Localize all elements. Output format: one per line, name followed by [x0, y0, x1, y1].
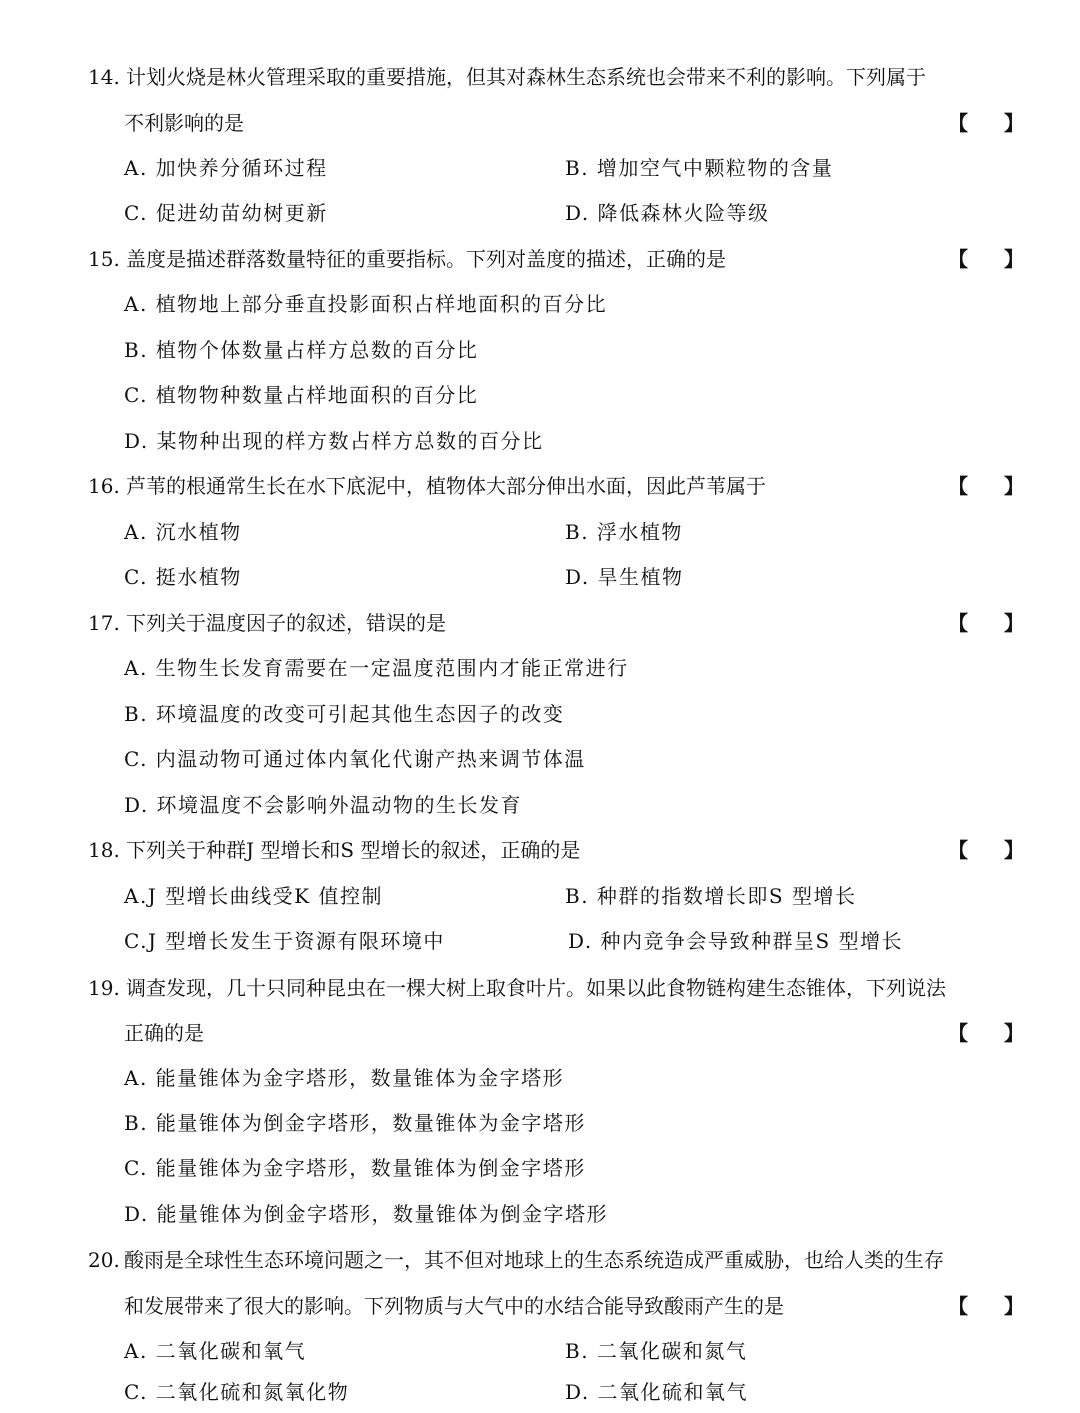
option-d: D. 二氧化硫和氧气: [565, 1380, 749, 1404]
option-c: C. 植物物种数量占样地面积的百分比: [124, 383, 479, 407]
option-b: B. 浮水植物: [565, 520, 683, 544]
option-b: B. 植物个体数量占样方总数的百分比: [124, 338, 479, 362]
question-16-line-1: [0, 466, 1080, 506]
option-c: C. 内温动物可通过体内氧化代谢产热来调节体温: [124, 747, 586, 771]
question-15-line-1: [0, 239, 1080, 279]
option-b: B. 能量锥体为倒金字塔形，数量锥体为金字塔形: [124, 1111, 586, 1135]
option-d: D. 环境温度不会影响外温动物的生长发育: [124, 793, 523, 817]
question-15-option-b: [0, 330, 1080, 370]
question-18-line-1: [0, 830, 1080, 870]
question-number: 19.: [88, 976, 120, 1000]
question-15-option-a: [0, 284, 1080, 324]
question-text: 下列关于温度因子的叙述，错误的是: [126, 611, 446, 635]
question-14-options-row-1: [0, 148, 1080, 188]
question-14-line-1: [0, 57, 1080, 97]
question-number: 20.: [88, 1248, 120, 1272]
question-number: 17.: [88, 611, 120, 635]
option-a: A. 二氧化碳和氧气: [124, 1339, 307, 1363]
option-d: D. 旱生植物: [565, 565, 684, 589]
option-b: B. 二氧化碳和氮气: [565, 1339, 748, 1363]
option-c: C. 促进幼苗幼树更新: [124, 201, 328, 225]
question-text: 正确的是: [124, 1021, 204, 1045]
question-20-line-1: [0, 1240, 1080, 1280]
question-19-option-c: [0, 1148, 1080, 1188]
option-a: A.J 型增长曲线受K 值控制: [124, 884, 383, 908]
question-number: 14.: [88, 65, 120, 89]
option-d: D. 能量锥体为倒金字塔形，数量锥体为倒金字塔形: [124, 1202, 609, 1226]
question-17-line-1: [0, 603, 1080, 643]
question-19-option-a: [0, 1058, 1080, 1098]
option-c: C. 能量锥体为金字塔形，数量锥体为倒金字塔形: [124, 1156, 586, 1180]
question-text: 调查发现，几十只同种昆虫在一棵大树上取食叶片。如果以此食物链构建生态锥体，下列说法: [126, 976, 946, 1000]
option-a: A. 植物地上部分垂直投影面积占样地面积的百分比: [124, 292, 608, 316]
question-text: 下列关于种群J 型增长和S 型增长的叙述，正确的是: [126, 838, 581, 862]
question-text: 计划火烧是林火管理采取的重要措施，但其对森林生态系统也会带来不利的影响。下列属于: [126, 65, 926, 89]
question-19-line-1: [0, 968, 1080, 1008]
question-15-option-d: [0, 421, 1080, 461]
question-19-line-2: [0, 1013, 1080, 1053]
question-19-option-b: [0, 1103, 1080, 1143]
question-19-option-d: [0, 1194, 1080, 1234]
option-a: A. 沉水植物: [124, 520, 242, 544]
question-18-options-row-2: [0, 921, 1080, 961]
option-c: C. 二氧化硫和氮氧化物: [124, 1380, 350, 1404]
answer-bracket: 【 】: [948, 838, 1024, 862]
question-text: 酸雨是全球性生态环境问题之一，其不但对地球上的生态系统造成严重威胁，也给人类的生存: [124, 1248, 944, 1272]
option-a: A. 加快养分循环过程: [124, 156, 328, 180]
answer-bracket: 【 】: [948, 111, 1024, 135]
question-14-line-2: [0, 103, 1080, 143]
option-c: C. 挺水植物: [124, 565, 242, 589]
question-20-options-row-2: [0, 1372, 1080, 1412]
question-16-options-row-2: [0, 557, 1080, 597]
question-17-option-a: [0, 648, 1080, 688]
question-20-options-row-1: [0, 1331, 1080, 1371]
answer-bracket: 【 】: [948, 1294, 1024, 1318]
option-c: C.J 型增长发生于资源有限环境中: [124, 929, 445, 953]
question-15-option-c: [0, 375, 1080, 415]
option-d: D. 降低森林火险等级: [565, 201, 770, 225]
answer-bracket: 【 】: [948, 611, 1024, 635]
option-a: A. 生物生长发育需要在一定温度范围内才能正常进行: [124, 656, 629, 680]
question-number: 16.: [88, 474, 120, 498]
question-17-option-d: [0, 785, 1080, 825]
question-17-option-c: [0, 739, 1080, 779]
option-a: A. 能量锥体为金字塔形，数量锥体为金字塔形: [124, 1066, 565, 1090]
question-16-options-row-1: [0, 512, 1080, 552]
question-17-option-b: [0, 694, 1080, 734]
option-d: D. 种内竞争会导致种群呈S 型增长: [568, 929, 904, 953]
question-14-options-row-2: [0, 193, 1080, 233]
question-text: 和发展带来了很大的影响。下列物质与大气中的水结合能导致酸雨产生的是: [124, 1294, 784, 1318]
option-b: B. 种群的指数增长即S 型增长: [565, 884, 857, 908]
question-18-options-row-1: [0, 876, 1080, 916]
question-number: 18.: [88, 838, 120, 862]
question-number: 15.: [88, 247, 120, 271]
option-b: B. 增加空气中颗粒物的含量: [565, 156, 834, 180]
question-text: 不利影响的是: [124, 111, 244, 135]
question-20-line-2: [0, 1286, 1080, 1326]
option-b: B. 环境温度的改变可引起其他生态因子的改变: [124, 702, 565, 726]
answer-bracket: 【 】: [948, 247, 1024, 271]
answer-bracket: 【 】: [948, 1021, 1024, 1045]
question-text: 芦苇的根通常生长在水下底泥中，植物体大部分伸出水面，因此芦苇属于: [126, 474, 766, 498]
question-text: 盖度是描述群落数量特征的重要指标。下列对盖度的描述，正确的是: [126, 247, 726, 271]
answer-bracket: 【 】: [948, 474, 1024, 498]
option-d: D. 某物种出现的样方数占样方总数的百分比: [124, 429, 544, 453]
